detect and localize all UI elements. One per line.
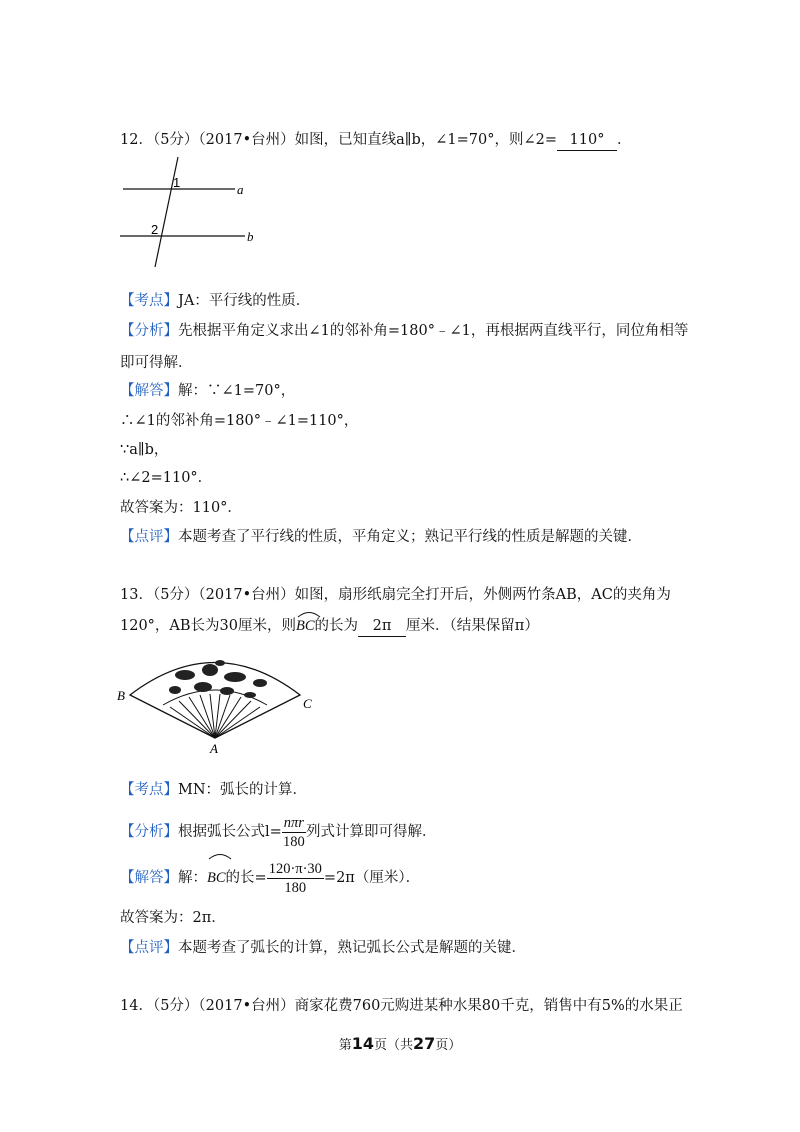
jieda-text: 解：∵∠1=70°， (178, 383, 296, 399)
fan-label-c: C (303, 696, 312, 711)
fan-label-b: B (117, 688, 125, 703)
q13-answer: 2π (358, 616, 406, 637)
fan-flowers (169, 660, 267, 698)
fig-label-a: a (237, 182, 244, 197)
kaodian-tag: 【考点】 (120, 293, 178, 309)
page-footer: 第14页（共27页） (338, 1034, 462, 1053)
fenxi-tag: 【分析】 (120, 323, 178, 339)
jieda-text-b: 的长= (225, 870, 267, 886)
q12-kaodian (120, 291, 310, 311)
kaodian-tag: 【考点】 (120, 782, 178, 798)
fenxi-text-a: 根据弧长公式l= (178, 824, 282, 840)
q14-stem-1: 14．（5分）（2017•台州）商家花费760元购进某种水果80千克，销售中有5%的水果正 (120, 998, 683, 1014)
q12-jieda-4: ∴∠2=110°． (120, 470, 213, 486)
fan-label-a: A (210, 741, 218, 756)
q12-jieda-1 (120, 381, 295, 401)
fenxi-tag: 【分析】 (120, 824, 178, 840)
q13-stem-2 (120, 616, 539, 637)
arc-length-fraction: $\frac{\text{nπr}}{180}$ (283, 814, 305, 850)
transversal (155, 157, 181, 267)
q12-fenxi-2: 即可得解． (120, 355, 193, 371)
jieda-text-a: 解： (178, 870, 207, 886)
fig-label-b: b (247, 229, 254, 244)
q13-stem-1: 13．（5分）（2017•台州）如图，扇形纸扇完全打开后，外侧两竹条AB，AC的夹角为 (120, 587, 671, 603)
q12-stem (120, 130, 632, 151)
q12-figure (115, 152, 255, 272)
q12-dianping (120, 527, 642, 547)
q13-answer-line: 故答案为：2π． (120, 910, 226, 926)
q12-answer-line: 故答案为：110°． (120, 500, 242, 516)
arc-bc-label: BC (296, 618, 315, 634)
kaodian-text: MN：弧长的计算． (178, 782, 308, 798)
q13-jieda (120, 858, 420, 898)
arc-bc: BC (207, 858, 226, 898)
q13-stem-2a: 120°，AB长为30厘米，则 (120, 618, 297, 634)
jieda-text-c: =2π（厘米）． (323, 870, 421, 886)
q12-jieda-3: ∵a∥b， (120, 442, 169, 458)
dianping-text: 本题考查了平行线的性质，平角定义；熟记平行线的性质是解题的关键． (178, 529, 642, 545)
arc-bc (296, 616, 315, 636)
arc-calc-fraction: $\frac{120\cdot\pi\cdot 30}{180}$ (268, 860, 322, 896)
q13-fan-figure (115, 645, 325, 760)
fig-label-1: 1 (173, 175, 181, 190)
q12-fenxi-1 (120, 321, 688, 341)
q13-kaodian (120, 780, 307, 800)
dianping-tag: 【点评】 (120, 940, 178, 956)
q13-dianping (120, 938, 526, 958)
jieda-tag: 【解答】 (120, 383, 178, 399)
fenxi-text: 先根据平角定义求出∠1的邻补角=180°﹣∠1，再根据两直线平行，同位角相等 (178, 323, 689, 339)
q12-answer: 110° (557, 130, 617, 151)
jieda-tag: 【解答】 (120, 870, 178, 886)
page-number: 14 (351, 1034, 374, 1053)
q13-stem-2b: 的长为 (314, 618, 359, 634)
fig-label-2: 2 (151, 222, 159, 237)
q12-jieda-2: ∴∠1的邻补角=180°﹣∠1=110°， (120, 413, 359, 429)
q13-stem-2c: 厘米．（结果保留π） (406, 618, 539, 634)
page-total: 27 (413, 1034, 436, 1053)
kaodian-text: JA：平行线的性质． (178, 293, 311, 309)
fenxi-text-b: 列式计算即可得解． (305, 824, 437, 840)
dianping-tag: 【点评】 (120, 529, 178, 545)
q12-head: 12．（5分）（2017•台州）如图，已知直线a∥b，∠1=70°，则∠2= (120, 132, 558, 148)
dianping-text: 本题考查了弧长的计算，熟记弧长公式是解题的关键． (178, 940, 526, 956)
q12-tail: ． (617, 132, 632, 148)
fan-ribs (170, 694, 260, 738)
q13-fenxi (120, 812, 436, 852)
